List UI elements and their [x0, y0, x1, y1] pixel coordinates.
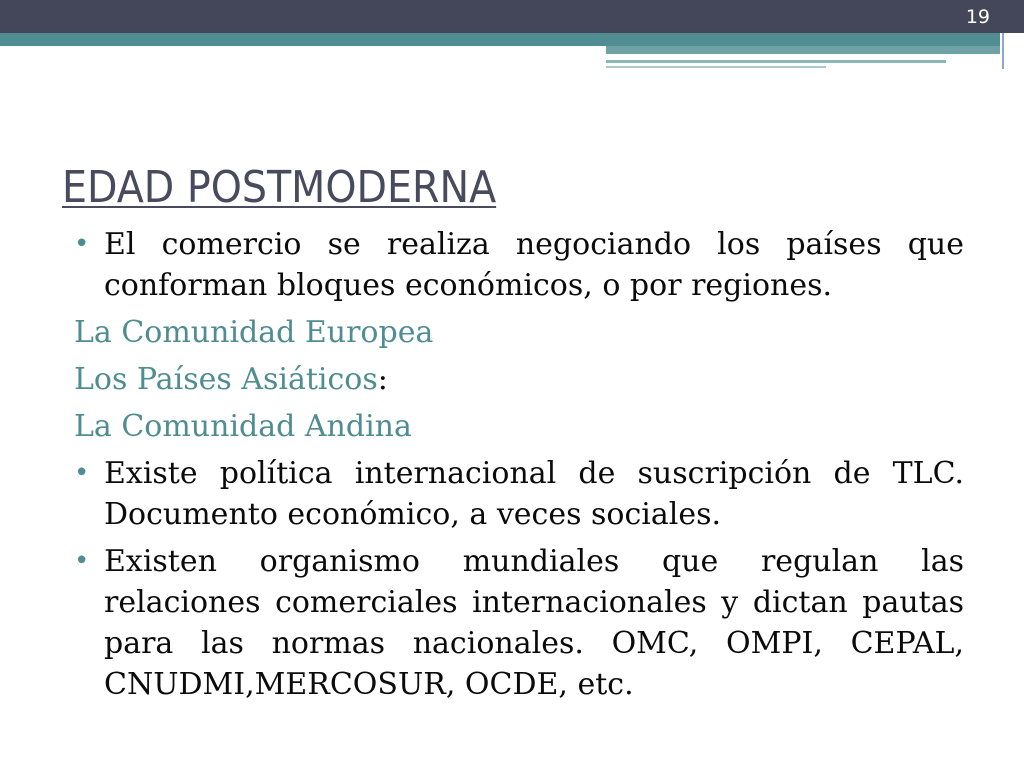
region-item — [74, 406, 964, 447]
bullet-text: Existen organismo mundiales que regulan las relaciones comerciales internacionales y dictan pautas para las normas nacionales. OMC, OMPI, CEPAL, CNUDMI,MERCOSUR, OCDE, etc. — [104, 544, 964, 702]
bullet-dot-icon: • — [74, 229, 90, 259]
region-suffix: : — [377, 362, 388, 397]
bullet-item — [74, 453, 964, 535]
header-accent-band-secondary — [606, 46, 1000, 54]
region-text: La Comunidad Europea — [74, 315, 434, 350]
slide-title: EDAD POSTMODERNA — [62, 162, 497, 213]
region-item — [74, 359, 964, 400]
bullet-item — [74, 224, 964, 306]
bullet-item — [74, 541, 964, 705]
header-accent-line — [606, 66, 826, 68]
bullet-text: Existe política internacional de suscripción de TLC. Documento económico, a veces sociales. — [104, 456, 964, 532]
region-item — [74, 312, 964, 353]
header-bar — [0, 0, 1024, 33]
slide-number: 19 — [965, 6, 990, 28]
region-text: Los Países Asiáticos — [74, 362, 378, 397]
bullet-dot-icon: • — [74, 458, 90, 488]
slide-content — [74, 224, 964, 711]
bullet-dot-icon: • — [74, 546, 90, 576]
bullet-text: El comercio se realiza negociando los países que conforman bloques económicos, o por regiones. — [104, 227, 964, 303]
header-accent-band — [0, 33, 1000, 46]
region-text: La Comunidad Andina — [74, 409, 412, 444]
header-accent-line — [606, 60, 946, 63]
header-side-rule — [1002, 33, 1004, 69]
